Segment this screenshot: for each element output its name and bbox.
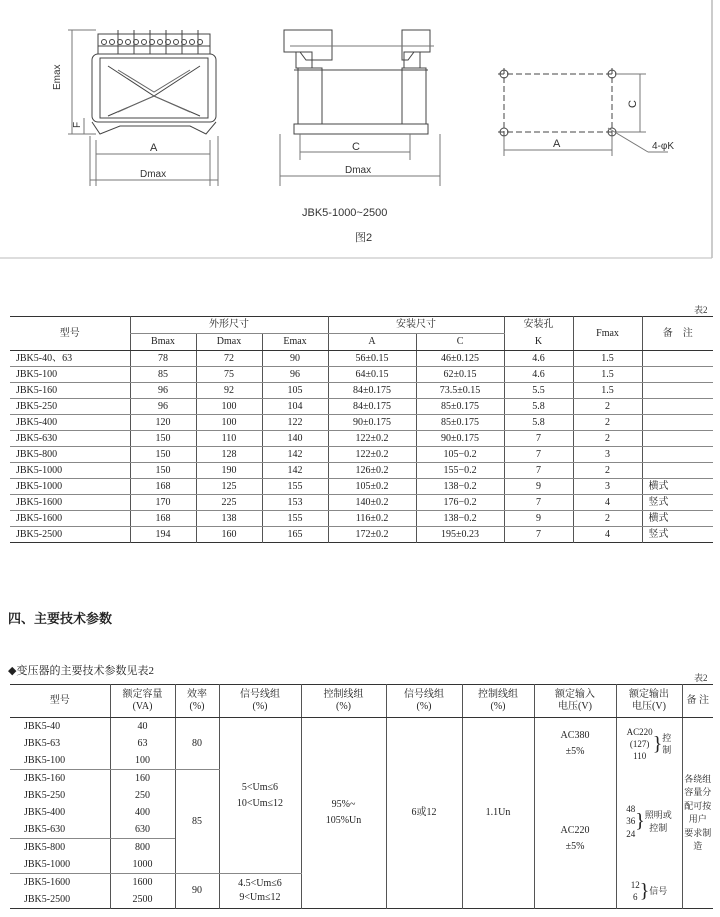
cell-emax: 155: [262, 479, 328, 495]
terminal-screws: [102, 40, 203, 45]
dimension-row: [10, 447, 713, 463]
base-plate: [294, 124, 428, 134]
dimension-row: [10, 431, 713, 447]
t2-capacity: 63: [110, 735, 175, 752]
cell-a: 122±0.2: [328, 431, 416, 447]
cell-remark: [642, 367, 713, 383]
dimension-row: [10, 527, 713, 543]
t2-model: JBK5-1600: [24, 876, 71, 888]
t2-output-group-3: [616, 874, 682, 909]
t2-header-control2: 控制线组 (%): [462, 685, 534, 718]
cell-dmax: 128: [196, 447, 262, 463]
cell-a: 172±0.2: [328, 527, 416, 543]
dimension-row: [10, 495, 713, 511]
dimension-drawing-figure: [0, 0, 720, 260]
t2-signal-range-b: 4.5<Um≤6 9<Um≤12: [219, 874, 301, 909]
header-install: 安装尺寸: [328, 317, 504, 334]
t2-capacity: 400: [110, 804, 175, 821]
tech-params-table: [10, 684, 713, 909]
cell-remark: [642, 399, 713, 415]
header-hole: 安装孔: [504, 317, 573, 334]
cell-fmax: 1.5: [573, 351, 642, 367]
cell-dmax: 100: [196, 399, 262, 415]
t2-header-efficiency: 效率 (%): [175, 685, 219, 718]
cell-remark: 竖式: [642, 495, 713, 511]
t2-input-b: AC220 ±5%: [534, 770, 616, 909]
cell-model: JBK5-800: [10, 447, 130, 463]
cell-c: 138−0.2: [416, 511, 504, 527]
left-bracket: [284, 30, 332, 60]
cell-c: 62±0.15: [416, 367, 504, 383]
cell-dmax: 125: [196, 479, 262, 495]
cell-model: JBK5-630: [10, 431, 130, 447]
dimension-row: [10, 399, 713, 415]
cell-bmax: 168: [130, 479, 196, 495]
t2-header-output: 额定输出 电压(V): [616, 685, 682, 718]
cell-k: 7: [504, 527, 573, 543]
cell-emax: 90: [262, 351, 328, 367]
cell-bmax: 78: [130, 351, 196, 367]
t2-model: JBK5-250: [24, 789, 66, 801]
cell-c: 105−0.2: [416, 447, 504, 463]
cell-k: 9: [504, 479, 573, 495]
t2-output-group-1: [616, 718, 682, 770]
cell-k: 4.6: [504, 351, 573, 367]
header-remark: 备 注: [642, 317, 713, 351]
cell-a: 84±0.175: [328, 399, 416, 415]
cell-a: 90±0.175: [328, 415, 416, 431]
terminal-row: [98, 46, 210, 54]
dimension-row: [10, 383, 713, 399]
cell-k: 7: [504, 495, 573, 511]
cell-a: 126±0.2: [328, 463, 416, 479]
cell-model: JBK5-400: [10, 415, 130, 431]
t2-model: JBK5-160: [24, 772, 66, 784]
cell-remark: [642, 415, 713, 431]
cell-bmax: 96: [130, 399, 196, 415]
cell-bmax: 150: [130, 431, 196, 447]
t2-capacity: 100: [110, 752, 175, 770]
cell-remark: 横式: [642, 511, 713, 527]
dimension-row: [10, 351, 713, 367]
t2-model: JBK5-40: [24, 720, 61, 732]
cell-k: 7: [504, 463, 573, 479]
t2-output-group-2: [616, 770, 682, 874]
dimension-row: [10, 463, 713, 479]
cell-dmax: 72: [196, 351, 262, 367]
cell-c: 85±0.175: [416, 399, 504, 415]
table2-caption: ◆变压器的主要技术参数见表2: [8, 665, 154, 677]
t2-signal-range-a: 5<Um≤6 10<Um≤12: [219, 718, 301, 874]
cell-c: 85±0.175: [416, 415, 504, 431]
t2-efficiency: 90: [175, 874, 219, 909]
dim-label-d1: Dmax: [140, 169, 167, 180]
cell-fmax: 1.5: [573, 383, 642, 399]
dim-label-f: F: [72, 121, 83, 128]
cell-dmax: 92: [196, 383, 262, 399]
cell-fmax: 3: [573, 479, 642, 495]
t2-capacity: 1600: [110, 874, 175, 892]
cell-fmax: 4: [573, 527, 642, 543]
model-range-label: JBK5-1000~2500: [302, 207, 388, 219]
t2-model: JBK5-100: [10, 752, 110, 770]
cell-a: 84±0.175: [328, 383, 416, 399]
brace-icon: }: [652, 732, 663, 755]
cell-dmax: 75: [196, 367, 262, 383]
side-view-drawing: [280, 30, 440, 186]
dimension-table: [10, 316, 713, 543]
dimension-row: [10, 367, 713, 383]
t2-output-label-3: 信号: [649, 885, 668, 896]
t2-output-label-1: 控 制: [662, 732, 672, 755]
section-title: 四、主要技术参数: [8, 612, 113, 627]
cell-emax: 104: [262, 399, 328, 415]
cell-emax: 155: [262, 511, 328, 527]
cell-a: 140±0.2: [328, 495, 416, 511]
figure-caption: 图2: [355, 232, 373, 244]
cell-remark: [642, 351, 713, 367]
cell-model: JBK5-40、63: [10, 351, 130, 367]
t2-model: JBK5-400: [24, 806, 66, 818]
cell-remark: 横式: [642, 479, 713, 495]
cell-fmax: 1.5: [573, 367, 642, 383]
cell-bmax: 194: [130, 527, 196, 543]
cell-model: JBK5-250: [10, 399, 130, 415]
t2-capacity: 40: [110, 718, 175, 736]
brace-icon: }: [639, 879, 650, 902]
t2-header-control: 控制线组 (%): [301, 685, 386, 718]
left-coil: [298, 68, 322, 124]
t2-control-range: 95%~ 105%Un: [301, 718, 386, 909]
t2-output-vals-3: 12 6: [630, 879, 640, 902]
dimension-row: [10, 479, 713, 495]
mounting-hole-pattern: [498, 68, 668, 156]
t2-capacity: 2500: [110, 891, 175, 909]
t2-input-a: AC380 ±5%: [534, 718, 616, 770]
cell-bmax: 150: [130, 447, 196, 463]
cell-c: 90±0.175: [416, 431, 504, 447]
cell-emax: 142: [262, 447, 328, 463]
cell-dmax: 190: [196, 463, 262, 479]
cell-dmax: 160: [196, 527, 262, 543]
t2-header-signal: 信号线组 (%): [219, 685, 301, 718]
t2-model: JBK5-630: [10, 821, 110, 839]
table1-tag: 表2: [694, 305, 708, 315]
cell-k: 4.6: [504, 367, 573, 383]
cell-model: JBK5-160: [10, 383, 130, 399]
header-e: Emax: [262, 334, 328, 351]
cell-emax: 153: [262, 495, 328, 511]
header-hole-k: K: [504, 334, 573, 351]
t2-capacity: 1000: [110, 856, 175, 874]
cell-emax: 96: [262, 367, 328, 383]
right-coil: [402, 68, 426, 124]
cell-c: 155−0.2: [416, 463, 504, 479]
cell-k: 5.5: [504, 383, 573, 399]
cell-bmax: 170: [130, 495, 196, 511]
t2-model: JBK5-1000: [10, 856, 110, 874]
t2-remark: 各绕组 容量分 配可按 用户 要求制 造: [682, 718, 713, 909]
t2-signal2: 6或12: [386, 718, 462, 909]
brace-icon: }: [635, 810, 645, 833]
cell-dmax: 100: [196, 415, 262, 431]
t2-model: JBK5-800: [24, 841, 66, 853]
dimension-table-body: [10, 351, 713, 543]
cell-bmax: 96: [130, 383, 196, 399]
t2-header-capacity: 额定容量 (VA): [110, 685, 175, 718]
cell-remark: 竖式: [642, 527, 713, 543]
cell-bmax: 120: [130, 415, 196, 431]
cell-fmax: 2: [573, 431, 642, 447]
cell-model: JBK5-1000: [10, 463, 130, 479]
t2-efficiency: 80: [175, 718, 219, 770]
cell-dmax: 110: [196, 431, 262, 447]
t2-output-label-2: 照明或 控制: [644, 810, 672, 833]
cell-fmax: 2: [573, 511, 642, 527]
t2-capacity: 160: [110, 770, 175, 788]
cell-fmax: 3: [573, 447, 642, 463]
t2-capacity: 630: [110, 821, 175, 839]
cell-bmax: 150: [130, 463, 196, 479]
core-x-pattern: [108, 66, 200, 116]
cell-c: 138−0.2: [416, 479, 504, 495]
cell-bmax: 85: [130, 367, 196, 383]
cell-a: 105±0.2: [328, 479, 416, 495]
header-model: 型号: [10, 317, 130, 351]
t2-header-signal2: 信号线组 (%): [386, 685, 462, 718]
cell-model: JBK5-1600: [10, 511, 130, 527]
cell-fmax: 2: [573, 399, 642, 415]
header-d: Dmax: [196, 334, 262, 351]
cell-model: JBK5-1600: [10, 495, 130, 511]
cell-fmax: 2: [573, 415, 642, 431]
transformer-body: [92, 54, 216, 122]
cell-remark: [642, 431, 713, 447]
header-c: C: [416, 334, 504, 351]
cell-remark: [642, 463, 713, 479]
t2-header-input: 额定输入 电压(V): [534, 685, 616, 718]
cell-dmax: 138: [196, 511, 262, 527]
t2-model: JBK5-63: [24, 737, 61, 749]
cell-k: 5.8: [504, 399, 573, 415]
cell-k: 5.8: [504, 415, 573, 431]
cell-emax: 165: [262, 527, 328, 543]
cell-emax: 105: [262, 383, 328, 399]
cell-c: 73.5±0.15: [416, 383, 504, 399]
t2-efficiency: 85: [175, 770, 219, 874]
cell-remark: [642, 447, 713, 463]
dim-label-d2: Dmax: [345, 165, 372, 176]
dimension-row: [10, 511, 713, 527]
cell-a: 122±0.2: [328, 447, 416, 463]
t2-output-vals-1: AC220 (127) 110: [626, 726, 653, 761]
right-bracket: [402, 30, 430, 60]
cell-c: 195±0.23: [416, 527, 504, 543]
cell-c: 46±0.125: [416, 351, 504, 367]
cell-a: 64±0.15: [328, 367, 416, 383]
t2-capacity: 250: [110, 787, 175, 804]
cell-model: JBK5-2500: [16, 528, 63, 540]
front-view-drawing: [68, 30, 218, 186]
t2-output-vals-2: 48 36 24: [626, 804, 636, 839]
header-f: Fmax: [573, 317, 642, 351]
dim-label-a3: A: [553, 138, 561, 150]
cell-k: 7: [504, 447, 573, 463]
cell-c: 176−0.2: [416, 495, 504, 511]
cell-emax: 140: [262, 431, 328, 447]
cell-bmax: 168: [130, 511, 196, 527]
mounting-feet: [92, 122, 216, 134]
t2-header-remark: 备 注: [682, 685, 713, 718]
dim-label-c2: C: [352, 141, 360, 153]
header-a: A: [328, 334, 416, 351]
cell-remark: [642, 383, 713, 399]
header-outline: 外形尺寸: [130, 317, 328, 334]
dimension-row: [10, 415, 713, 431]
dim-label-c3: C: [627, 100, 639, 108]
cell-model: JBK5-1000: [10, 479, 130, 495]
t2-control2: 1.1Un: [462, 718, 534, 909]
hole-label: 4-φK: [652, 141, 675, 152]
cell-dmax: 225: [196, 495, 262, 511]
dim-label-a1: A: [150, 142, 158, 154]
header-b: Bmax: [130, 334, 196, 351]
dim-label-e: Emax: [52, 64, 63, 90]
cell-fmax: 4: [573, 495, 642, 511]
cell-k: 7: [504, 431, 573, 447]
cell-a: 116±0.2: [328, 511, 416, 527]
t2-model: JBK5-2500: [24, 893, 71, 905]
cell-emax: 122: [262, 415, 328, 431]
cell-emax: 142: [262, 463, 328, 479]
cell-a: 56±0.15: [328, 351, 416, 367]
t2-header-model: 型号: [10, 685, 110, 718]
cell-model: JBK5-100: [10, 367, 130, 383]
table2-tag: 表2: [694, 673, 708, 683]
t2-capacity: 800: [110, 839, 175, 857]
cell-k: 9: [504, 511, 573, 527]
cell-fmax: 2: [573, 463, 642, 479]
